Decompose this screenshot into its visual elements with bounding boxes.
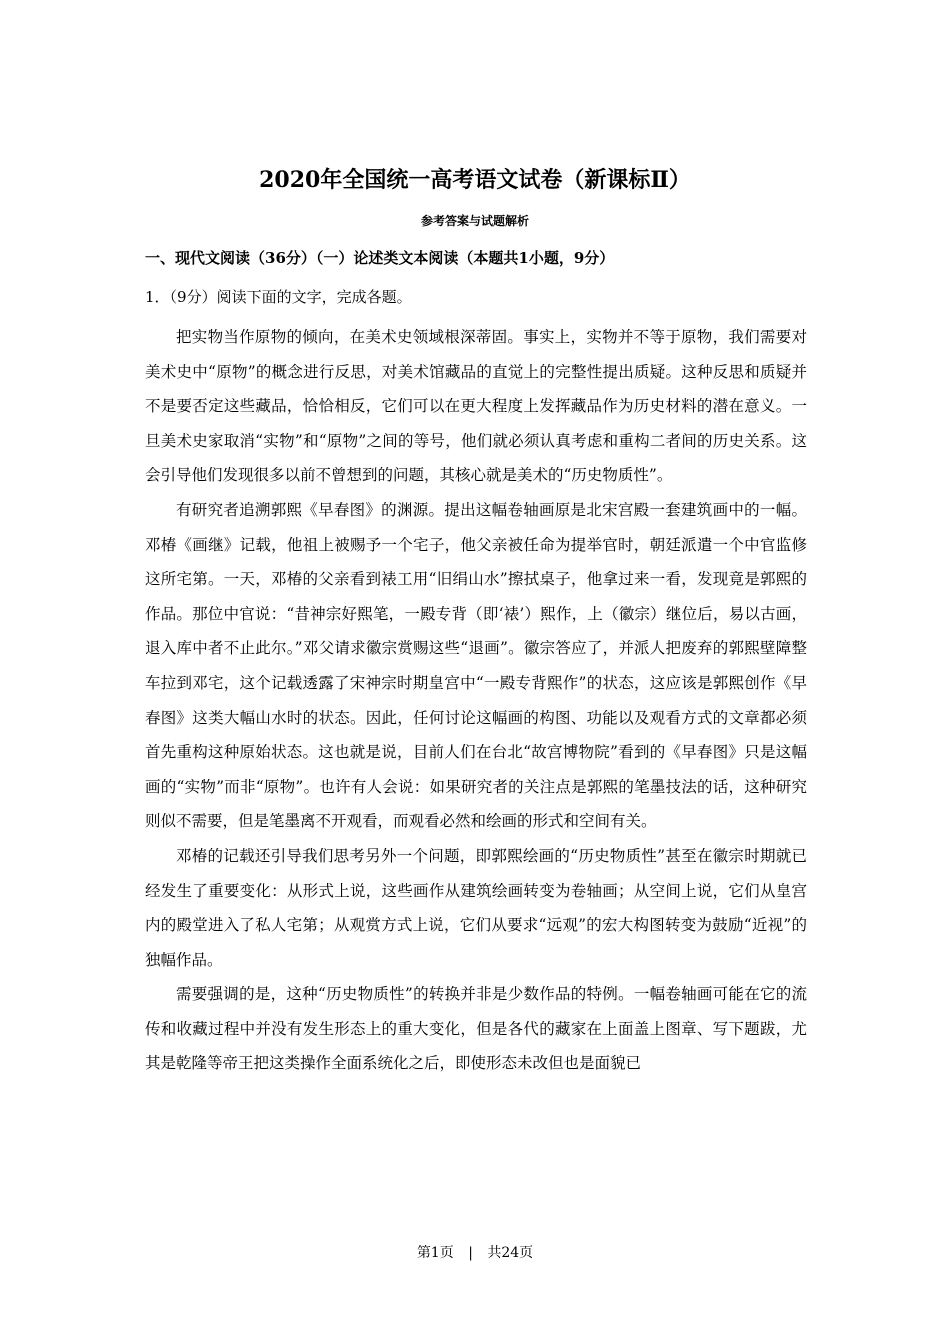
page-title: 2020年全国统一高考语文试卷（新课标Ⅱ）	[259, 167, 691, 193]
section-heading: 一、现代文阅读（36分）（一）论述类文本阅读（本题共1小题，9分）	[145, 249, 615, 267]
passage-paragraph-3: 邓椿的记载还引导我们思考另外一个问题，即郭熙绘画的“历史物质性”甚至在徽宗时期就已经发生了重要变化：从形式上说，这些画作从建筑绘画转变为卷轴画；从空间上说，它们从皇宫内的殿堂进入了私人宅第；从观赏方式上说，它们从要求“远观”的宏大构图转变为鼓励“近视”的独幅作品。	[145, 846, 807, 969]
reading-passage	[145, 320, 807, 1081]
page-footer	[0, 1242, 950, 1264]
total-pages: 共24页	[487, 1245, 534, 1261]
passage-paragraph-2: 有研究者追溯郭熙《早春图》的渊源。提出这幅卷轴画原是北宋宫殿一套建筑画中的一幅。邓椿《画继》记载，他祖上被赐予一个宅子，他父亲被任命为提举官时，朝廷派遣一个中官监修这所宅第。一天，邓椿的父亲看到裱工用“旧绢山水”擦拭桌子，他拿过来一看，发现竟是郭熙的作品。那位中官说：“昔神宗好熙笔，一殿专背（即‘裱’）熙作，上（徽宗）继位后，易以古画，退入库中者不止此尔。”邓父请求徽宗赏赐这些“退画”。徽宗答应了，并派人把废弃的郭熙壁障整车拉到邓宅，这个记载透露了宋神宗时期皇宫中“一殿专背熙作”的状态，这应该是郭熙创作《早春图》这类大幅山水时的状态。因此，任何讨论这幅画的构图、功能以及观看方式的文章都必须首先重构这种原始状态。这也就是说，目前人们在台北“故宫博物院”看到的《早春图》只是这幅画的“实物”而非“原物”。也许有人会说：如果研究者的关注点是郭熙的笔墨技法的话，这种研究则似不需要，但是笔墨离不开观看，而观看必然和绘画的形式和空间有关。	[145, 500, 807, 831]
passage-paragraph-4: 需要强调的是，这种“历史物质性”的转换并非是少数作品的特例。一幅卷轴画可能在它的流传和收藏过程中并没有发生形态上的重大变化，但是各代的藏家在上面盖上图章、写下题跋，尤其是乾隆等帝王把这类操作全面系统化之后，即使形态未改但也是面貌已	[145, 985, 807, 1073]
page-subtitle: 参考答案与试题解析	[420, 214, 529, 228]
page-number: 第1页	[416, 1245, 454, 1261]
question-intro: 1．（9分）阅读下面的文字，完成各题。	[145, 288, 412, 306]
passage-paragraph-1: 把实物当作原物的倾向，在美术史领域根深蒂固。事实上，实物并不等于原物，我们需要对美术史中“原物”的概念进行反思，对美术馆藏品的直觉上的完整性提出质疑。这种反思和质疑并不是要否定这些藏品，恰恰相反，它们可以在更大程度上发挥藏品作为历史材料的潜在意义。一旦美术史家取消“实物”和“原物”之间的等号，他们就必须认真考虑和重构二者间的历史关系。这会引导他们发现很多以前不曾想到的问题，其核心就是美术的“历史物质性”。	[145, 328, 807, 485]
footer-separator: |	[468, 1245, 473, 1261]
